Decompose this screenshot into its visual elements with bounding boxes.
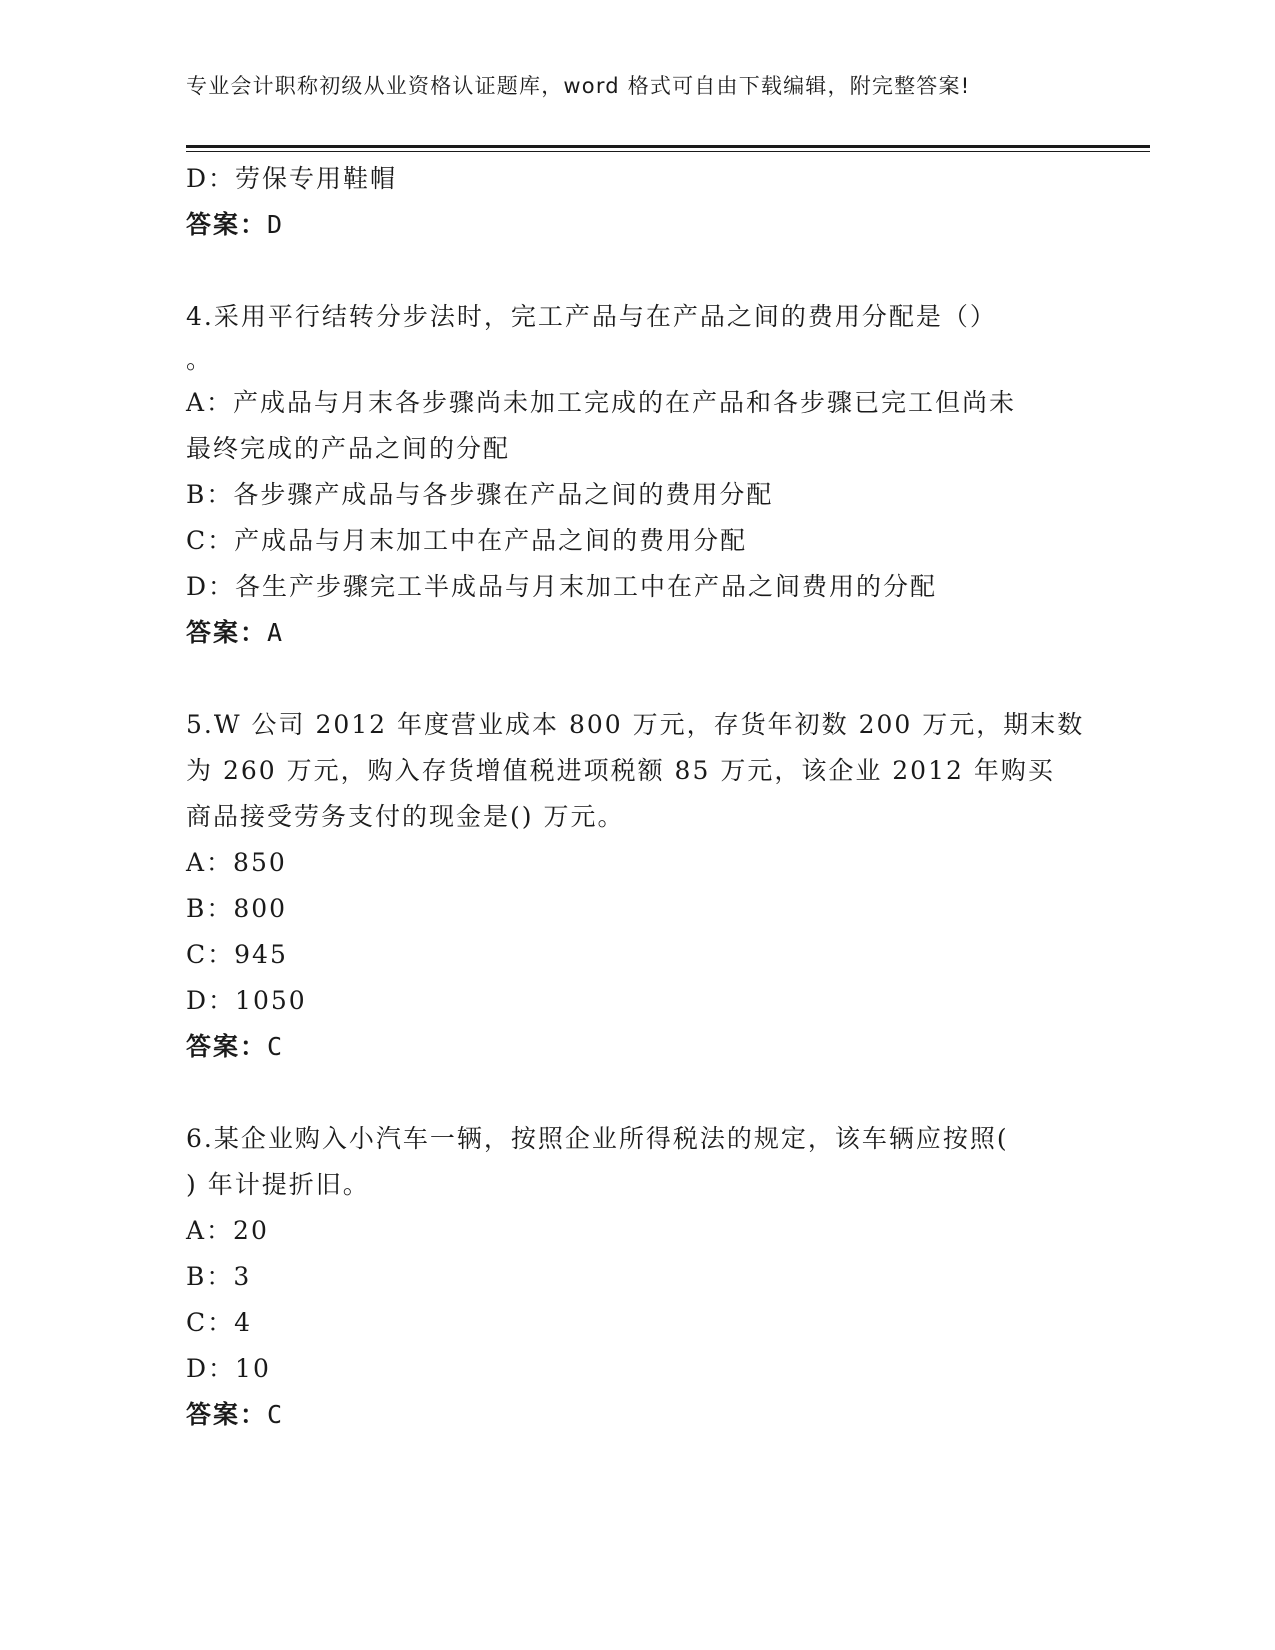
q4-stem-line1: 4.采用平行结转分步法时，完工产品与在产品之间的费用分配是（） [186,302,997,331]
q4-stem-line2: 。 [186,345,214,374]
answer-label: 答案： [186,618,268,647]
q5-option-c: C：945 [186,940,288,969]
q4-option-a-line1: A：产成品与月末各步骤尚未加工完成的在产品和各步骤已完工但尚未 [186,388,1017,417]
q6-stem-line1: 6.某企业购入小汽车一辆，按照企业所得税法的规定，该车辆应按照( [186,1124,1009,1153]
q5-stem-line3: 商品接受劳务支付的现金是() 万元。 [186,802,625,831]
q5-option-a: A：850 [186,848,287,877]
question-content [186,156,1086,1438]
answer-label: 答案： [186,210,268,239]
prev-answer [186,202,1086,248]
answer-value: C [267,1032,285,1061]
q4-option-b: B：各步骤产成品与各步骤在产品之间的费用分配 [186,480,774,509]
q4-option-a-line2: 最终完成的产品之间的分配 [186,434,511,463]
q6-option-b: B：3 [186,1262,252,1291]
spacer [186,248,1086,294]
q5-option-d: D：1050 [186,986,307,1015]
header-rule-thick [186,145,1150,148]
header-rule-thin [186,151,1150,152]
prev-option-d: D：劳保专用鞋帽 [186,164,398,193]
q6-answer [186,1392,1086,1438]
answer-value: A [267,618,285,647]
q6-option-d: D：10 [186,1354,271,1383]
answer-label: 答案： [186,1032,268,1061]
q4-answer [186,610,1086,656]
answer-value: C [267,1400,285,1429]
q6-option-a: A：20 [186,1216,269,1245]
q5-stem-line2: 为 260 万元，购入存货增值税进项税额 85 万元，该企业 2012 年购买 [186,756,1055,785]
q5-stem-line1: 5.W 公司 2012 年度营业成本 800 万元，存货年初数 200 万元，期末数 [186,710,1085,739]
q4-option-d: D：各生产步骤完工半成品与月末加工中在产品之间费用的分配 [186,572,938,601]
answer-label: 答案： [186,1400,268,1429]
q6-stem-line2: ) 年计提折旧。 [186,1170,370,1199]
spacer [186,1070,1086,1116]
q5-option-b: B：800 [186,894,288,923]
answer-value: D [267,210,285,239]
spacer [186,656,1086,702]
q4-option-c: C：产成品与月末加工中在产品之间的费用分配 [186,526,748,555]
q5-answer [186,1024,1086,1070]
q6-option-c: C：4 [186,1308,253,1337]
page-header: 专业会计职称初级从业资格认证题库，word 格式可自由下载编辑，附完整答案! [186,74,971,98]
